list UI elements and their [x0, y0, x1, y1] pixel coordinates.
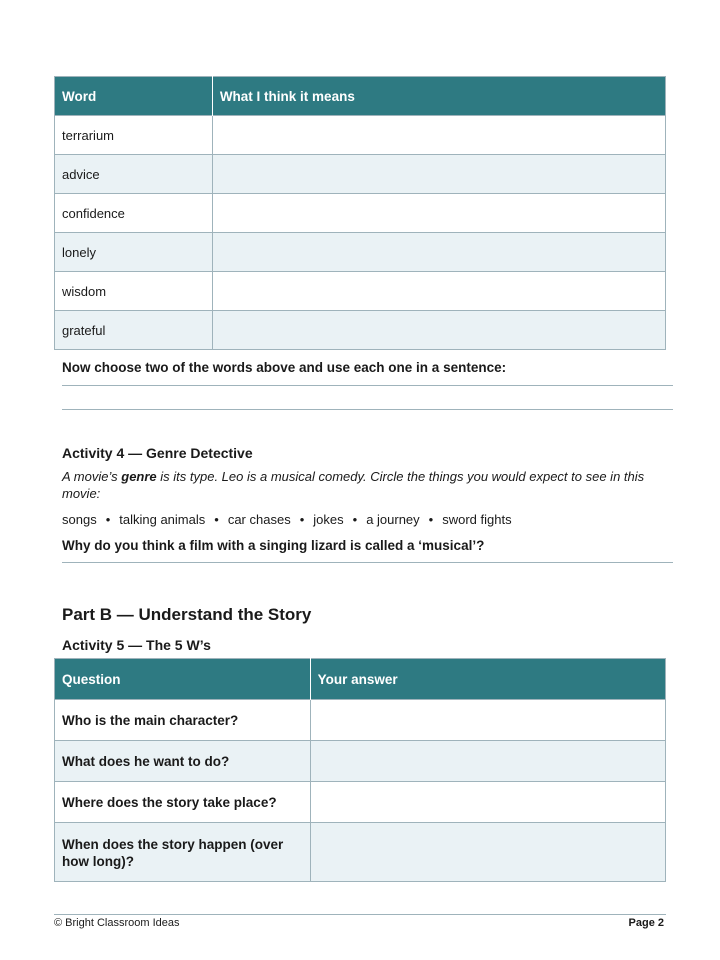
column-header-word: Word [55, 77, 213, 116]
bullet-separator: • [352, 512, 358, 527]
footer-divider [54, 914, 666, 915]
table-row [55, 194, 666, 233]
table-row [55, 700, 666, 741]
question-cell: When does the story happen (over how long)? [55, 823, 311, 882]
table-row [55, 311, 666, 350]
page-number: Page 2 [628, 917, 664, 929]
answer-cell[interactable] [310, 741, 665, 782]
table-row [55, 741, 666, 782]
answer-line[interactable] [62, 562, 673, 563]
genre-option[interactable]: sword fights [442, 512, 512, 527]
table-row [55, 155, 666, 194]
genre-option[interactable]: talking animals [119, 512, 206, 527]
meaning-answer-cell[interactable] [212, 311, 665, 350]
answer-cell[interactable] [310, 823, 665, 882]
question-cell: Where does the story take place? [55, 782, 311, 823]
table-row [55, 782, 666, 823]
activity-4-question: Why do you think a film with a singing lizard is called a ‘musical’? [62, 538, 485, 553]
meaning-answer-cell[interactable] [212, 233, 665, 272]
word-cell: wisdom [55, 272, 213, 311]
activity-5-title: Activity 5 — The 5 W’s [62, 637, 211, 653]
word-cell: lonely [55, 233, 213, 272]
table-row [55, 272, 666, 311]
part-b-title: Part B — Understand the Story [62, 605, 312, 624]
table-row [55, 233, 666, 272]
five-ws-table-header [55, 659, 666, 700]
word-cell: grateful [55, 311, 213, 350]
bullet-separator: • [299, 512, 305, 527]
column-header-meaning: What I think it means [212, 77, 665, 116]
answer-cell[interactable] [310, 700, 665, 741]
word-cell: confidence [55, 194, 213, 233]
activity-4-intro [62, 468, 672, 502]
intro-text: is its type. Leo is a musical comedy. Circle the things you would expect to see in this movie: [62, 469, 645, 501]
five-ws-table [54, 658, 666, 882]
genre-option[interactable]: a journey [366, 512, 420, 527]
question-cell: Who is the main character? [55, 700, 311, 741]
genre-option[interactable]: jokes [313, 512, 344, 527]
sentence-prompt: Now choose two of the words above and use each one in a sentence: [62, 360, 507, 375]
genre-option[interactable]: songs [62, 512, 97, 527]
meaning-answer-cell[interactable] [212, 194, 665, 233]
meaning-answer-cell[interactable] [212, 155, 665, 194]
answer-line[interactable] [62, 409, 673, 410]
bullet-separator: • [214, 512, 219, 527]
question-cell: What does he want to do? [55, 741, 311, 782]
meaning-answer-cell[interactable] [212, 116, 665, 155]
genre-options [62, 512, 512, 527]
intro-bold-term: genre [121, 469, 157, 484]
vocabulary-table [54, 76, 666, 350]
genre-option[interactable]: car chases [227, 512, 291, 527]
answer-cell[interactable] [310, 782, 665, 823]
word-cell: advice [55, 155, 213, 194]
word-cell: terrarium [55, 116, 213, 155]
bullet-separator: • [105, 512, 111, 527]
answer-line[interactable] [62, 385, 673, 386]
footer-copyright: © Bright Classroom Ideas [54, 917, 180, 929]
bullet-separator: • [428, 512, 434, 527]
table-row [55, 116, 666, 155]
column-header-question: Question [55, 659, 311, 700]
meaning-answer-cell[interactable] [212, 272, 665, 311]
activity-4-title: Activity 4 — Genre Detective [62, 445, 253, 461]
column-header-answer: Your answer [310, 659, 665, 700]
table-row [55, 823, 666, 882]
intro-text: A movie’s [62, 469, 122, 484]
vocabulary-table-header [55, 77, 666, 116]
